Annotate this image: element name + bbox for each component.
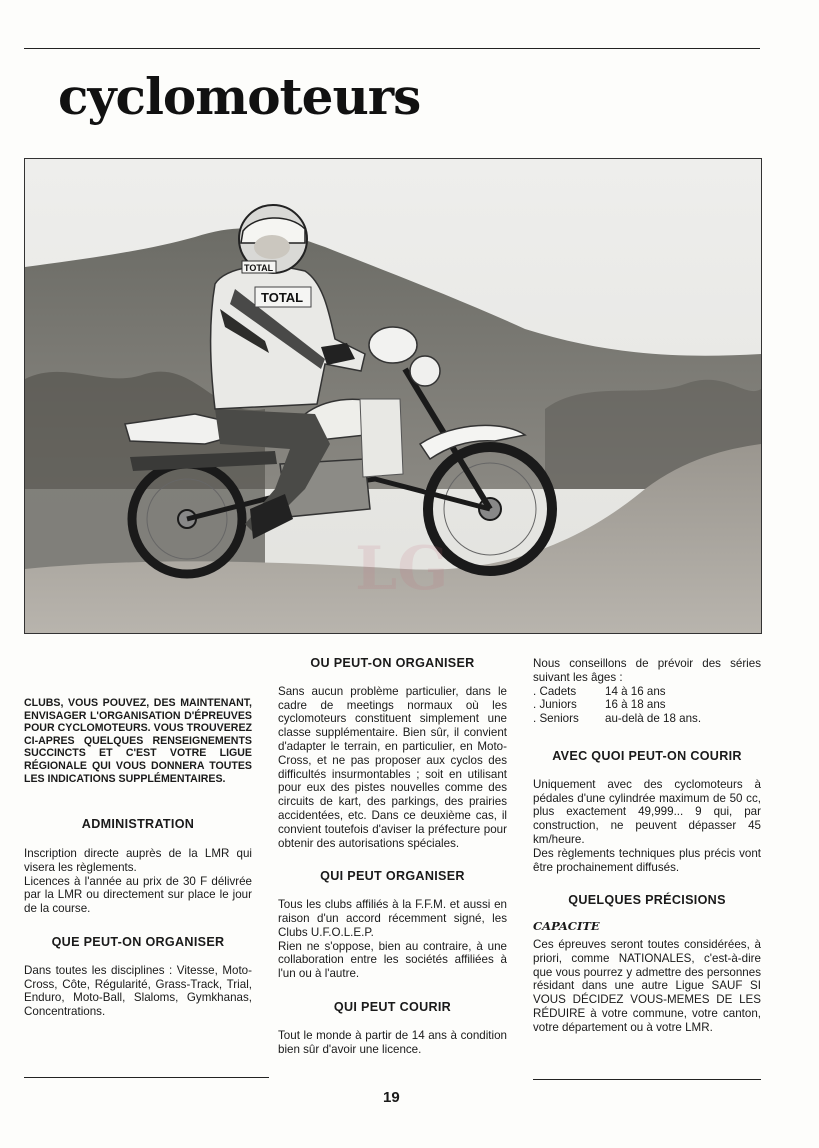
bottom-rule-left <box>24 1077 269 1078</box>
headlight <box>410 356 440 386</box>
top-rule <box>24 48 760 49</box>
watermark: LG <box>355 534 449 604</box>
heading-avec-quoi: AVEC QUOI PEUT-ON COURIR <box>552 748 742 763</box>
qui-org-paragraph-1: Tous les clubs affiliés à la F.F.M. et aussi en raison d'un accord récemment signé, les Clubs U.F.O.L.E.P. <box>278 898 507 939</box>
motorcycle-photo <box>24 158 762 634</box>
capacite-label: CAPACITE <box>533 919 600 934</box>
avec-paragraph-1: Uniquement avec des cyclomoteurs à pédales d'une cylindrée maximum de 50 cc, plus exactement 49,999... 9 qui, par construction, ne peuvent dépasser 45 km/heure. <box>533 777 761 846</box>
admin-paragraph-2: Licences à l'année au prix de 30 F délivrée par la LMR ou directement sur place le jour de la course. <box>24 874 252 916</box>
heading-quelques-precisions: QUELQUES PRÉCISIONS <box>568 893 726 908</box>
page-number: 19 <box>383 1089 400 1106</box>
age-series-list <box>533 685 761 726</box>
column-middle <box>278 657 507 1056</box>
jacket-logo: TOTAL <box>261 290 304 305</box>
capacite-paragraph: Ces épreuves seront toutes considérées, à priori, comme NATIONALES, c'est-à-dire que vous pourrez y admettre des personnes résidant dans une autre Ligue SAUF SI VOUS DÉCIDEZ VOUS-MEMES DE LES RÉDUIRE à votre commune, votre canton, votre département ou à votre LMR. <box>533 937 761 1034</box>
intro-text: CLUBS, VOUS POUVEZ, DES MAINTENANT, ENVISAGER L'ORGANISATION D'ÉPREUVES POUR CYCLOMOTEURS. VOUS TROUVEREZ CI-APRES QUELQUES RENSEIGNEMENTS SUCCINCTS ET C'EST VOTRE LIGUE RÉGIONALE QUI VOUS DONNERA TOUTES LES INDICATIONS SUPPLÉMENTAIRES. <box>24 697 252 785</box>
heading-administration: ADMINISTRATION <box>81 817 195 832</box>
heading-qui-peut-courir: QUI PEUT COURIR <box>333 999 452 1014</box>
age-row: . Juniors 16 à 18 ans <box>533 698 666 712</box>
page-title: cyclomoteurs <box>58 67 421 126</box>
avec-paragraph-2: Des règlements techniques plus précis vont être prochainement diffusés. <box>533 846 761 874</box>
age-row: . Seniors au-delà de 18 ans. <box>533 712 702 726</box>
ou-paragraph: Sans aucun problème particulier, dans le cadre de meetings normaux où les cyclomoteurs constituent simplement une classe supplémentaire. Bien sûr, il convient d'adapter le terrain, en particulier, en Moto-Cross, et ne pas proposer aux cyclos des difficultés insurmontables ; soit en utilisant pour eux des pistes nouvelles comme des circuits de kart, des parkings, des prairies accidentées, etc. Dans ce deuxième cas, il convient toutefois d'aviser la préfecture pour obtenir des autorisations spéciales. <box>278 684 507 850</box>
helmet-logo: TOTAL <box>244 263 274 273</box>
qui-courir-paragraph: Tout le monde à partir de 14 ans à condition bien sûr d'avoir une licence. <box>278 1028 507 1056</box>
heading-que-peut-on-organiser: QUE PEUT-ON ORGANISER <box>51 934 225 949</box>
column-left <box>24 697 252 1019</box>
column-right <box>533 657 761 1035</box>
admin-paragraph-1: Inscription directe auprès de la LMR qui visera les règlements. <box>24 846 252 874</box>
que-paragraph: Dans toutes les disciplines : Vitesse, Moto-Cross, Côte, Régularité, Grass-Track, Trial, Enduro, Moto-Ball, Slaloms, Gymkhanas, Concentrations. <box>24 963 252 1019</box>
qui-org-paragraph-2: Rien ne s'oppose, bien au contraire, à une collaboration entre les sociétés affiliées à l'un ou à l'autre. <box>278 939 507 981</box>
series-paragraph: Nous conseillons de prévoir des séries suivant les âges : <box>533 657 761 684</box>
age-row: . Cadets 14 à 16 ans <box>533 684 666 698</box>
heading-ou-peut-on-organiser: OU PEUT-ON ORGANISER <box>310 656 475 670</box>
heading-qui-peut-organiser: QUI PEUT ORGANISER <box>320 869 465 884</box>
number-plate <box>369 327 417 363</box>
towel <box>360 399 403 477</box>
bottom-rule-right <box>533 1079 761 1080</box>
